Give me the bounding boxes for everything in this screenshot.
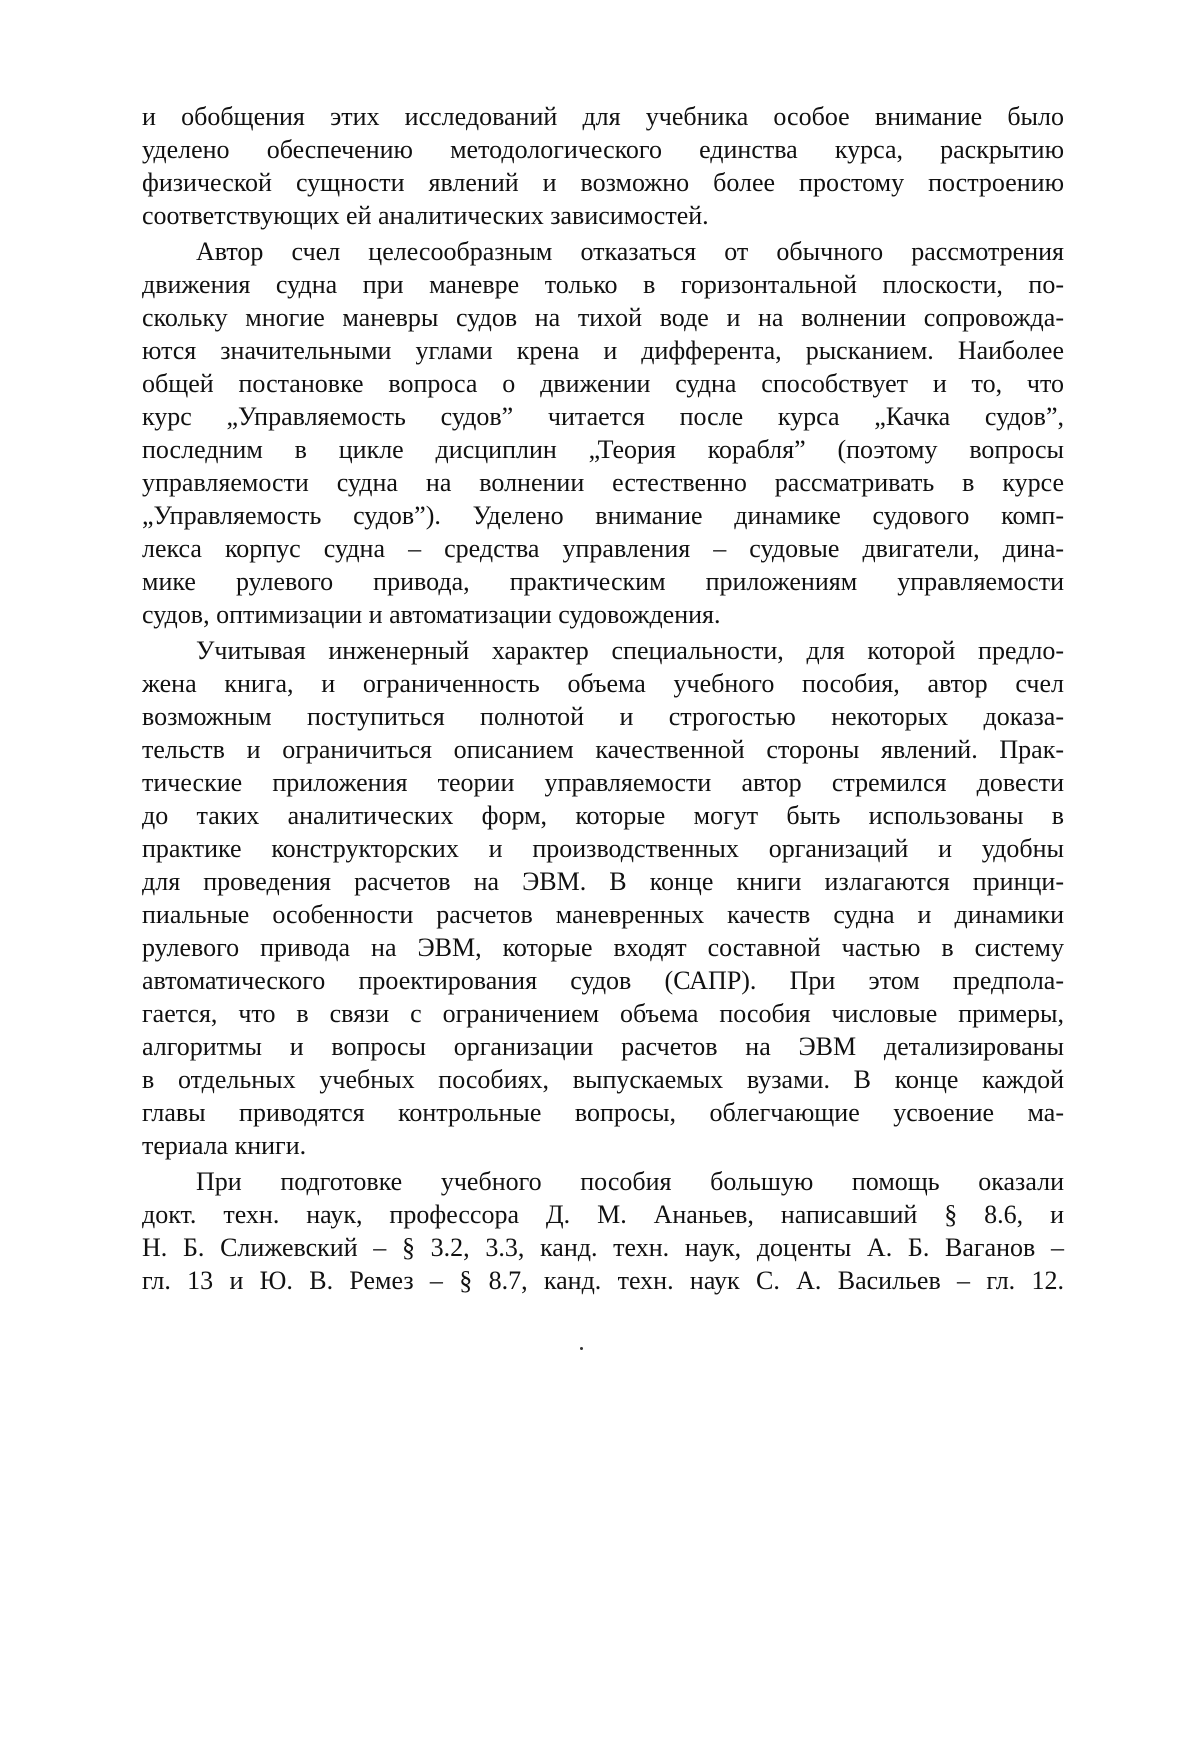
paragraph-4 <box>142 1165 1064 1297</box>
text-line: практике конструкторских и производственных организаций и удобны <box>142 834 1064 863</box>
text-line: рулевого привода на ЭВМ, которые входят составной частью в систему <box>142 933 1064 962</box>
text-line: судов, оптимизации и автоматизации судовождения. <box>142 600 721 629</box>
text-line: гается, что в связи с ограничением объема пособия числовые примеры, <box>142 999 1064 1028</box>
text-line: тические приложения теории управляемости автор стремился довести <box>142 768 1064 797</box>
text-line: и обобщения этих исследований для учебника особое внимание было <box>142 102 1064 131</box>
text-line: последним в цикле дисциплин „Теория корабля” (поэтому вопросы <box>142 435 1064 464</box>
text-line: мике рулевого привода, практическим приложениям управляемости <box>142 567 1064 596</box>
text-line: в отдельных учебных пособиях, выпускаемых вузами. В конце каждой <box>142 1065 1064 1094</box>
paragraph-3 <box>142 634 1064 1162</box>
text-line: лекса корпус судна – средства управления – судовые двигатели, дина- <box>142 534 1064 563</box>
text-line: гл. 13 и Ю. В. Ремез – § 8.7, канд. техн. наук С. А. Васильев – гл. 12. <box>142 1266 1064 1295</box>
text-line: Автор счел целесообразным отказаться от обычного рассмотрения <box>196 237 1064 266</box>
text-line: докт. техн. наук, профессора Д. М. Ананьев, написавший § 8.6, и <box>142 1200 1064 1229</box>
text-line: движения судна при маневре только в горизонтальной плоскости, по- <box>142 270 1064 299</box>
text-line: скольку многие маневры судов на тихой воде и на волнении сопровожда- <box>142 303 1064 332</box>
text-line: алгоритмы и вопросы организации расчетов на ЭВМ детализированы <box>142 1032 1064 1061</box>
text-line: курс „Управляемость судов” читается после курса „Качка судов”, <box>142 402 1064 431</box>
text-line: тельств и ограничиться описанием качественной стороны явлений. Прак- <box>142 735 1064 764</box>
text-line: до таких аналитических форм, которые могут быть использованы в <box>142 801 1064 830</box>
text-line: уделено обеспечению методологического единства курса, раскрытию <box>142 135 1064 164</box>
text-line: главы приводятся контрольные вопросы, облегчающие усвоение ма- <box>142 1098 1064 1127</box>
text-line: териала книги. <box>142 1131 307 1160</box>
scan-speck <box>580 1347 583 1350</box>
text-line: При подготовке учебного пособия большую помощь оказали <box>196 1167 1064 1196</box>
text-line: для проведения расчетов на ЭВМ. В конце книги излагаются принци- <box>142 867 1064 896</box>
body-text <box>142 100 1064 1300</box>
paragraph-1 <box>142 100 1064 232</box>
text-line: управляемости судна на волнении естественно рассматривать в курсе <box>142 468 1064 497</box>
text-line: общей постановке вопроса о движении судна способствует и то, что <box>142 369 1064 398</box>
text-line: возможным поступиться полнотой и строгостью некоторых доказа- <box>142 702 1064 731</box>
text-line: автоматического проектирования судов (САПР). При этом предпола- <box>142 966 1064 995</box>
text-line: ются значительными углами крена и дифферента, рысканием. Наиболее <box>142 336 1064 365</box>
text-line: жена книга, и ограниченность объема учебного пособия, автор счел <box>142 669 1064 698</box>
text-line: „Управляемость судов”). Уделено внимание динамике судового комп- <box>142 501 1064 530</box>
text-line: Учитывая инженерный характер специальности, для которой предло- <box>196 636 1064 665</box>
text-line: пиальные особенности расчетов маневренных качеств судна и динамики <box>142 900 1064 929</box>
paragraph-2 <box>142 235 1064 631</box>
text-line: Н. Б. Слижевский – § 3.2, 3.3, канд. техн. наук, доценты А. Б. Ваганов – <box>142 1233 1064 1262</box>
text-line: соответствующих ей аналитических зависимостей. <box>142 201 709 230</box>
text-line: физической сущности явлений и возможно более простому построению <box>142 168 1064 197</box>
